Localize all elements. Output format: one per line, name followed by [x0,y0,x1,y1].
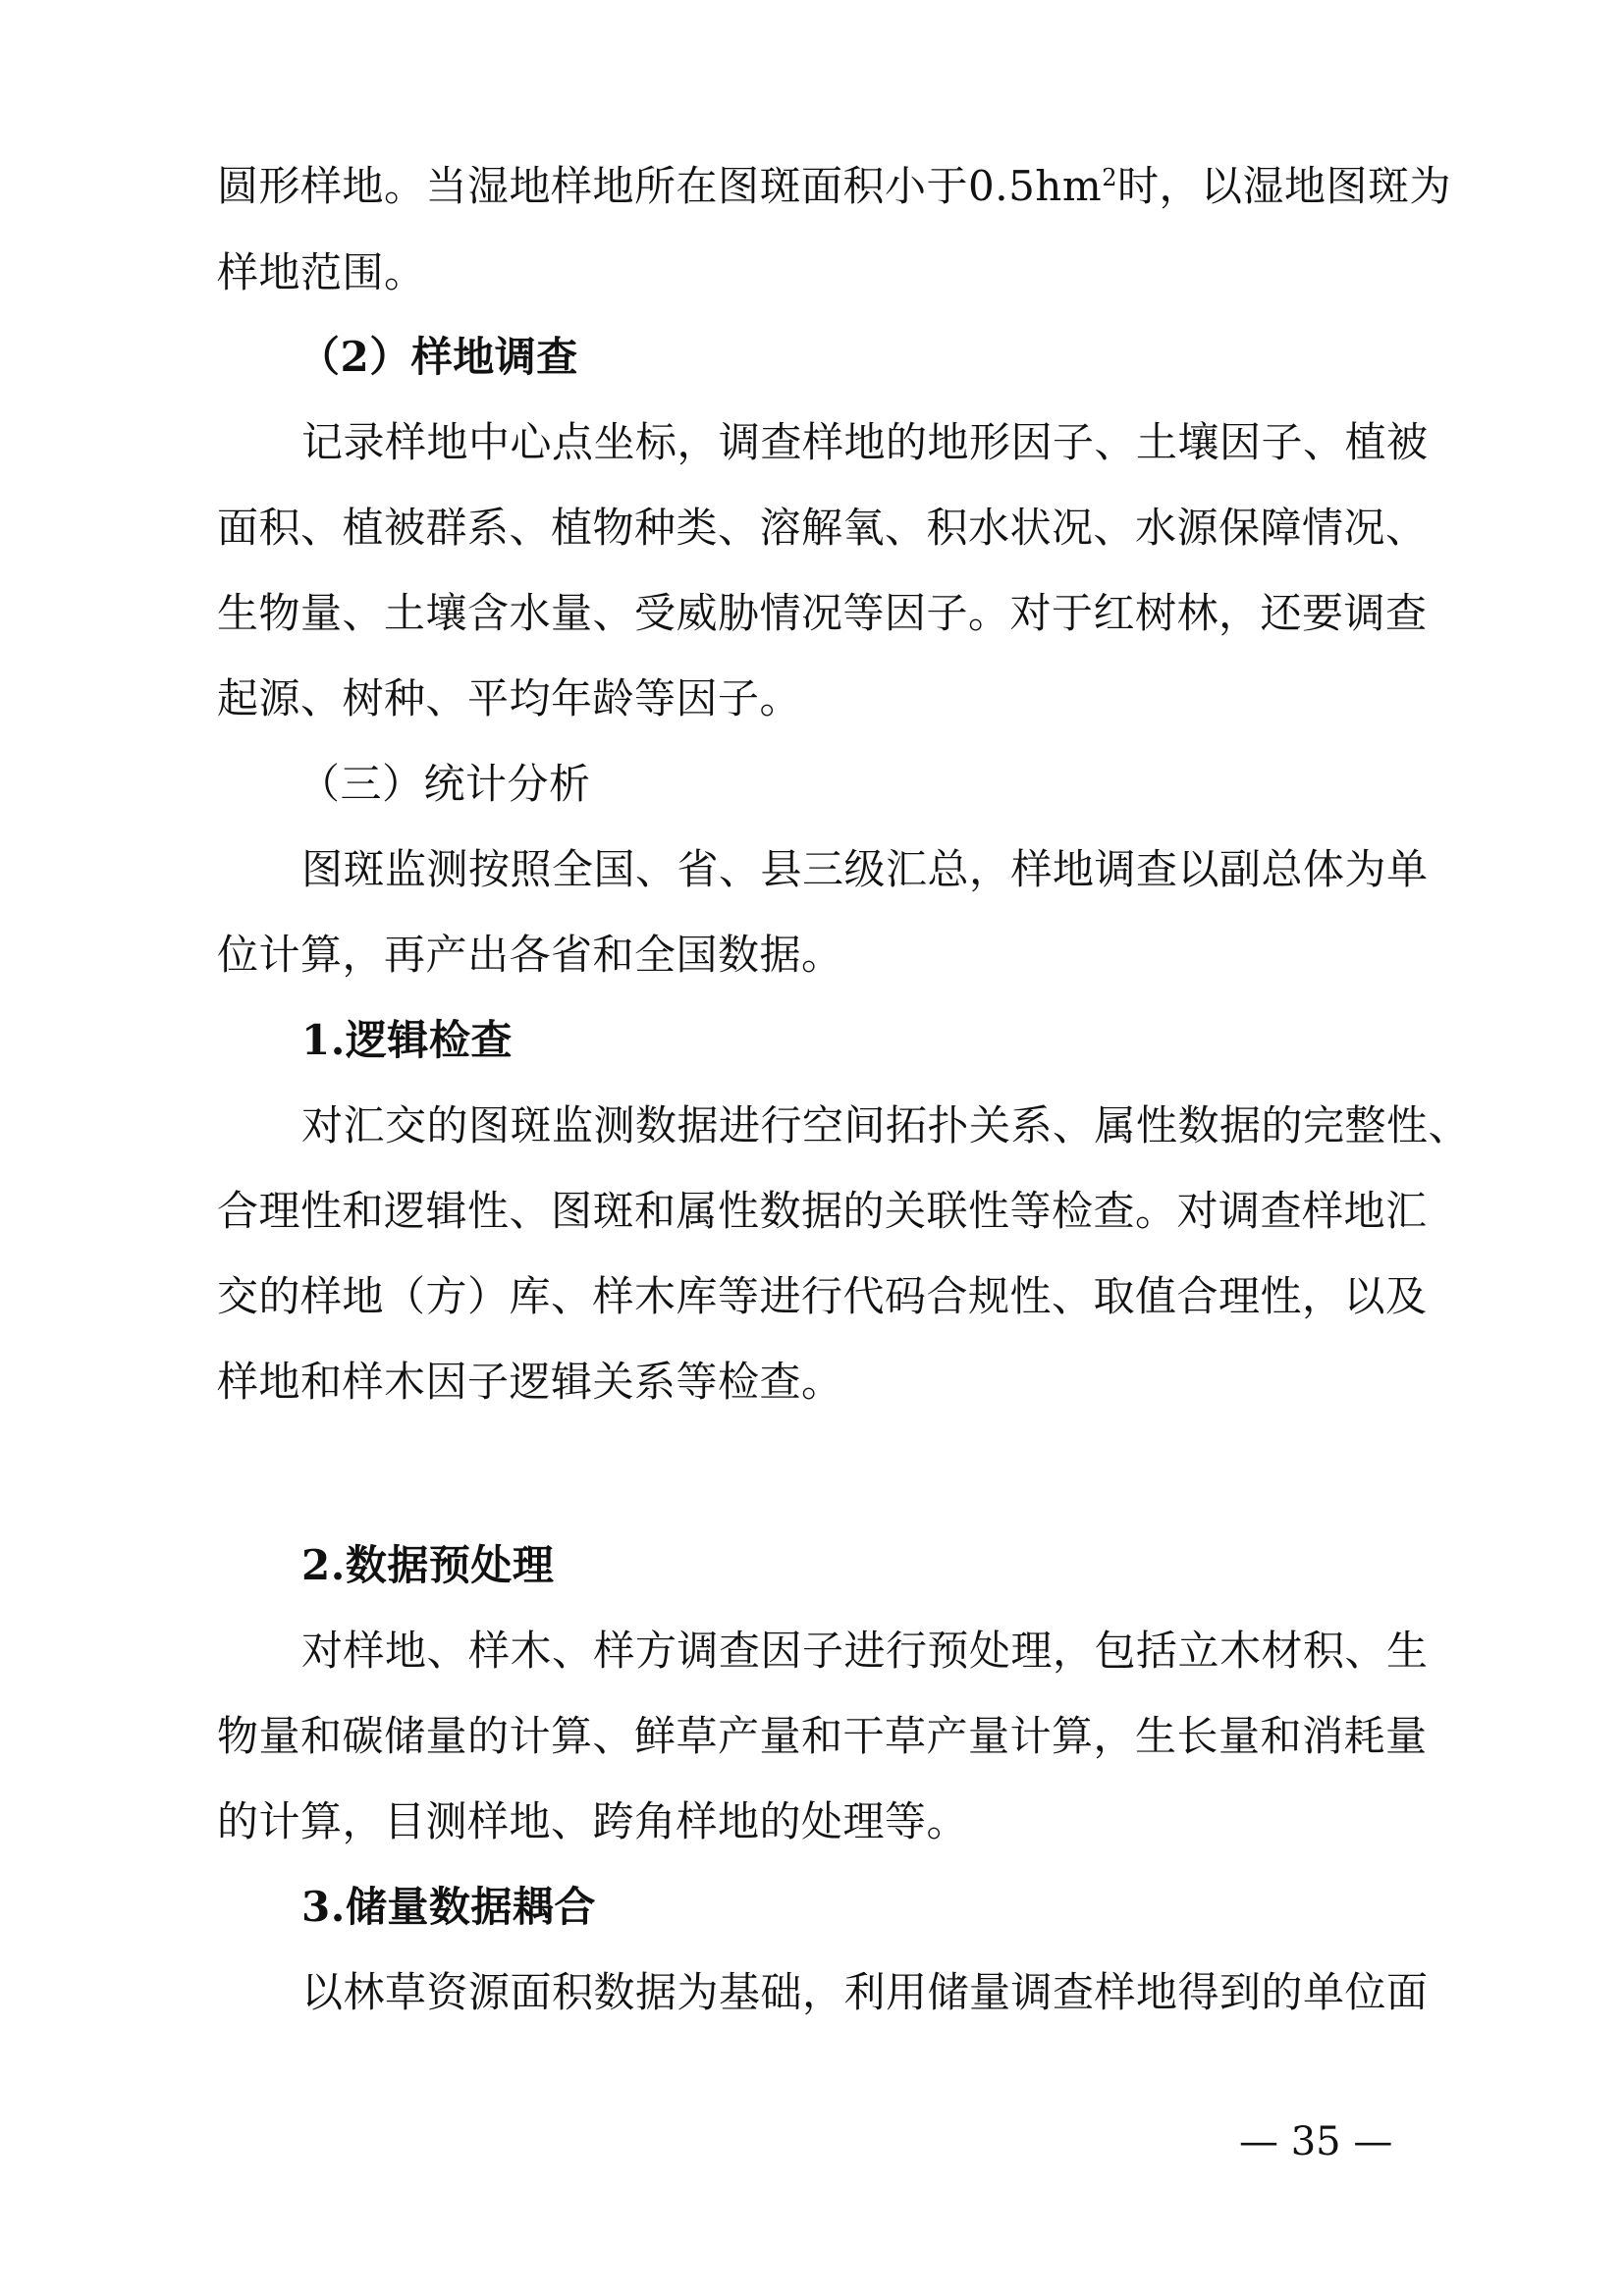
page-number: — 35 — [1239,2119,1393,2164]
section-heading: （2）样地调查 [298,333,578,381]
section-heading: 2.数据预处理 [301,1541,555,1589]
paragraph-line: 记录样地中心点坐标，调查样地的地形因子、土壤因子、植被 [301,418,1429,466]
paragraph-line: 对样地、样木、样方调查因子进行预处理，包括立木材积、生 [301,1627,1429,1675]
paragraph-line: 以林草资源面积数据为基础，利用储量调查样地得到的单位面 [301,1968,1429,2016]
paragraph-line: 对汇交的图斑监测数据进行空间拓扑关系、属性数据的完整性、 [301,1101,1471,1149]
area-value: $0.5hm^2$ [968,162,1117,210]
paragraph-line: 位计算，再产出各省和全国数据。 [217,931,843,979]
paragraph-line: 圆形样地。当湿地样地所在图斑面积小于$0.5hm^2$时，以湿地图斑为 [217,162,1451,210]
paragraph-line: 起源、树种、平均年龄等因子。 [217,674,802,722]
paragraph-line: 物量和碳储量的计算、鲜草产量和干草产量计算，生长量和消耗量 [217,1712,1428,1760]
section-heading: 1.逻辑检查 [301,1016,513,1064]
paragraph-line: 样地和样木因子逻辑关系等检查。 [217,1358,843,1406]
paragraph-line: 合理性和逻辑性、图斑和属性数据的关联性等检查。对调查样地汇 [217,1187,1428,1235]
area-superscript: 2 [1102,164,1117,191]
paragraph-line: 图斑监测按照全国、省、县三级汇总，样地调查以副总体为单 [301,845,1429,893]
paragraph-line: 样地范围。 [217,248,426,296]
section-heading: 3.储量数据耦合 [301,1883,596,1931]
paragraph-line: 的计算，目测样地、跨角样地的处理等。 [217,1797,969,1845]
paragraph-line: 交的样地（方）库、样木库等进行代码合规性、取值合理性，以及 [217,1272,1428,1320]
section-heading: （三）统计分析 [298,760,591,808]
paragraph-line: 面积、植被群系、植物种类、溶解氧、积水状况、水源保障情况、 [217,504,1428,552]
paragraph-line: 生物量、土壤含水量、受威胁情况等因子。对于红树林，还要调查 [217,589,1428,637]
